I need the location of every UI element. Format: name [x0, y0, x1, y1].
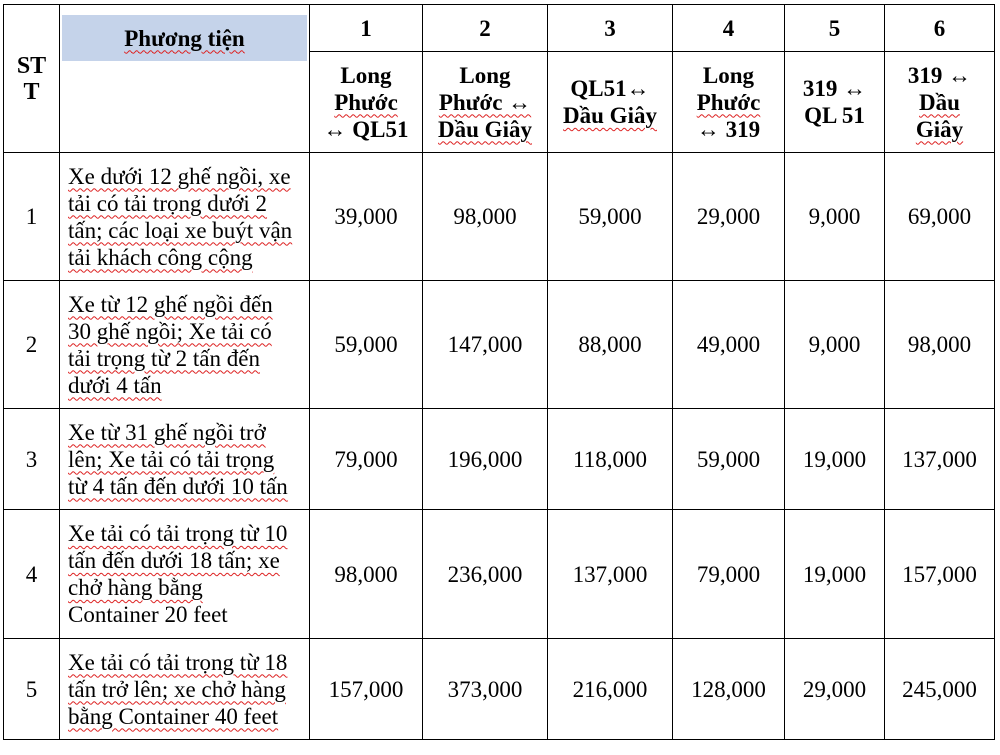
- row-description: [60, 510, 310, 639]
- desc-line: tải khách công cộng: [68, 244, 253, 270]
- price-cell: 128,000: [673, 639, 785, 740]
- route-3-line-1: QL51↔: [570, 76, 650, 101]
- price-cell: 59,000: [673, 409, 785, 510]
- desc-line: 30 ghế ngồi; Xe tải có: [68, 318, 272, 344]
- vehicle-header: [60, 5, 310, 153]
- price-cell: 69,000: [885, 153, 995, 281]
- price-cell: 19,000: [785, 409, 885, 510]
- col-number-3: 3: [548, 5, 673, 52]
- price-cell: 29,000: [673, 153, 785, 281]
- toll-table: [3, 4, 995, 740]
- route-4-line-3: ↔ 319: [696, 116, 761, 142]
- price-cell: 98,000: [885, 281, 995, 409]
- col-number-6: 6: [885, 5, 995, 52]
- route-4-line-2: Phước: [696, 89, 761, 115]
- price-cell: 137,000: [548, 510, 673, 639]
- desc-line: bằng Container 40 feet: [68, 703, 279, 729]
- price-cell: 29,000: [785, 639, 885, 740]
- route-1-line-1: Long: [340, 62, 392, 88]
- row-description: [60, 639, 310, 740]
- route-2-line-2: Phước ↔: [438, 89, 532, 115]
- route-4-line-1: Long: [702, 62, 755, 88]
- desc-line: lên; Xe tải có tải trọng: [68, 446, 275, 472]
- route-5-line-1: 319 ↔: [802, 76, 867, 101]
- price-cell: 236,000: [423, 510, 548, 639]
- col-number-2: 2: [423, 5, 548, 52]
- row-stt: 1: [4, 153, 60, 281]
- table-row: [4, 281, 995, 409]
- price-cell: 216,000: [548, 639, 673, 740]
- route-6-line-3: Giây: [915, 116, 964, 142]
- price-cell: 9,000: [785, 153, 885, 281]
- desc-line: dưới 4 tấn: [68, 372, 162, 398]
- price-cell: 79,000: [673, 510, 785, 639]
- price-cell: 373,000: [423, 639, 548, 740]
- route-2-line-1: Long: [459, 62, 511, 88]
- row-stt: 4: [4, 510, 60, 639]
- desc-line: Xe tải có tải trọng từ 10: [68, 521, 288, 546]
- price-cell: 49,000: [673, 281, 785, 409]
- route-3-line-2: Dầu Giây: [563, 103, 657, 128]
- table-row: [4, 409, 995, 510]
- stt-header-line2: T: [23, 78, 40, 105]
- desc-line: Container 20 feet: [68, 602, 228, 627]
- route-6-line-2: Dầu: [919, 89, 960, 115]
- price-cell: 157,000: [885, 510, 995, 639]
- route-header-1: [310, 52, 423, 153]
- col-number-1: 1: [310, 5, 423, 52]
- price-cell: 79,000: [310, 409, 423, 510]
- stt-header-line1: ST: [16, 52, 47, 79]
- desc-line: tải trọng từ 2 tấn đến: [68, 345, 260, 371]
- price-cell: 19,000: [785, 510, 885, 639]
- col-number-4: 4: [673, 5, 785, 52]
- route-header-6: [885, 52, 995, 153]
- desc-line: tải có tải trọng dưới 2: [68, 190, 268, 216]
- price-cell: 59,000: [310, 281, 423, 409]
- row-stt: 3: [4, 409, 60, 510]
- table-row: [4, 153, 995, 281]
- route-5-line-2: QL 51: [804, 103, 865, 128]
- vehicle-header-label: Phương tiện: [124, 25, 245, 51]
- route-6-line-1: 319 ↔: [907, 62, 972, 88]
- route-2-line-3: Dầu Giây: [438, 116, 532, 142]
- desc-line: tấn trở lên; xe chở hàng: [68, 676, 286, 702]
- table-row: [4, 510, 995, 639]
- price-cell: 39,000: [310, 153, 423, 281]
- price-cell: 157,000: [310, 639, 423, 740]
- price-cell: 9,000: [785, 281, 885, 409]
- desc-line: từ 4 tấn đến dưới 10 tấn: [68, 473, 288, 499]
- desc-line: Xe dưới 12 ghế ngồi, xe: [68, 163, 291, 189]
- col-number-5: 5: [785, 5, 885, 52]
- route-header-2: [423, 52, 548, 153]
- price-cell: 245,000: [885, 639, 995, 740]
- stt-header: [4, 5, 60, 153]
- desc-line: tấn đến dưới 18 tấn; xe: [68, 548, 280, 573]
- price-cell: 98,000: [423, 153, 548, 281]
- route-header-3: [548, 52, 673, 153]
- row-description: [60, 281, 310, 409]
- price-cell: 137,000: [885, 409, 995, 510]
- table-row: [4, 639, 995, 740]
- desc-line: Xe từ 31 ghế ngồi trở: [68, 419, 266, 445]
- desc-line: Xe từ 12 ghế ngồi đến: [68, 291, 273, 317]
- vehicle-header-band: [62, 15, 307, 61]
- price-cell: 118,000: [548, 409, 673, 510]
- route-header-5: [785, 52, 885, 153]
- desc-line: Xe tải có tải trọng từ 18: [68, 649, 288, 675]
- row-stt: 5: [4, 639, 60, 740]
- price-cell: 59,000: [548, 153, 673, 281]
- price-cell: 98,000: [310, 510, 423, 639]
- desc-line: chở hàng bằng: [68, 575, 203, 600]
- route-1-line-2: Phước: [334, 89, 398, 115]
- price-cell: 147,000: [423, 281, 548, 409]
- price-cell: 196,000: [423, 409, 548, 510]
- row-stt: 2: [4, 281, 60, 409]
- row-description: [60, 409, 310, 510]
- price-cell: 88,000: [548, 281, 673, 409]
- row-description: [60, 153, 310, 281]
- desc-line: tấn; các loại xe buýt vận: [68, 217, 293, 243]
- route-1-line-3: ↔ QL51: [323, 116, 409, 142]
- route-header-4: [673, 52, 785, 153]
